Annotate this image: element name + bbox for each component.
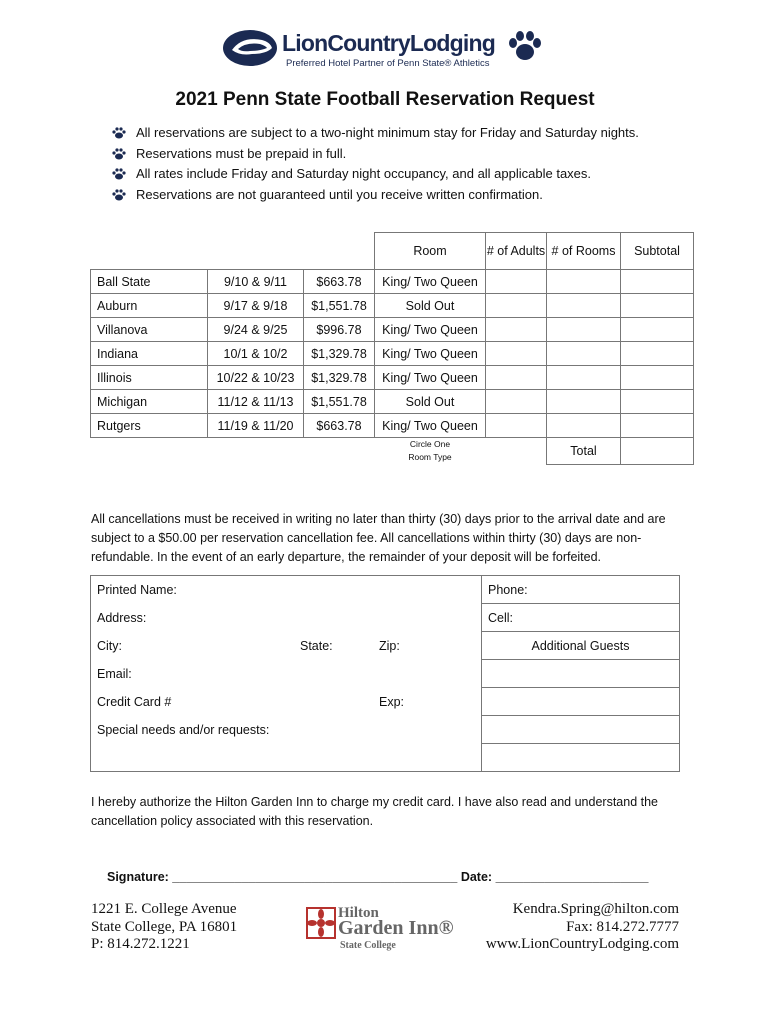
form-row <box>91 744 680 772</box>
dates-cell: 11/19 & 11/20 <box>208 414 304 438</box>
brand-name: LionCountryLodging <box>282 30 495 56</box>
lion-country-logo <box>222 26 552 74</box>
website-link[interactable]: www.LionCountryLodging.com <box>485 936 679 952</box>
total-input-cell[interactable] <box>621 438 694 465</box>
address-field[interactable] <box>91 604 482 632</box>
table-footer-row <box>91 438 694 465</box>
date-label: Date: <box>460 870 493 884</box>
policy-list <box>112 123 639 205</box>
rooms-input-cell[interactable] <box>547 294 621 318</box>
subtotal-input-cell[interactable] <box>621 270 694 294</box>
email-line: Kendra.Spring@hilton.com <box>512 901 679 917</box>
table-row <box>91 318 694 342</box>
paw-bullet-icon <box>112 168 126 180</box>
note-line: Room Type <box>408 452 452 463</box>
signature-line <box>107 870 649 884</box>
printed-name-label: Printed Name: <box>97 582 177 597</box>
note-line: Circle One <box>409 439 451 450</box>
additional-guest-field[interactable] <box>482 660 680 688</box>
table-row <box>91 270 694 294</box>
credit-card-field[interactable] <box>91 688 482 716</box>
subtotal-input-cell[interactable] <box>621 366 694 390</box>
brand-tagline: Preferred Hotel Partner of Penn State® Athletics <box>286 58 490 69</box>
printed-name-field[interactable] <box>91 576 482 604</box>
subtotal-input-cell[interactable] <box>621 414 694 438</box>
rooms-input-cell[interactable] <box>547 414 621 438</box>
special-requests-label: Special needs and/or requests: <box>97 722 270 737</box>
address-label: Address: <box>97 610 147 625</box>
hilton-garden-inn-logo <box>306 905 471 955</box>
exp-label: Exp: <box>379 694 405 709</box>
room-type-cell: Sold Out <box>375 390 486 414</box>
state-label: State: <box>300 638 333 653</box>
opponent-cell: Ball State <box>91 270 208 294</box>
phone-line: P: 814.272.1221 <box>91 936 190 952</box>
opponent-cell: Illinois <box>91 366 208 390</box>
adults-input-cell[interactable] <box>486 318 547 342</box>
dates-cell: 10/22 & 10/23 <box>208 366 304 390</box>
signature-label: Signature: <box>107 870 169 884</box>
subtotal-header: Subtotal <box>621 233 694 270</box>
subtotal-input-cell[interactable] <box>621 390 694 414</box>
dates-cell: 9/24 & 9/25 <box>208 318 304 342</box>
bullet-text: Reservations must be prepaid in full. <box>136 145 347 161</box>
cancellation-policy: All cancellations must be received in writing no later than thirty (30) days prior to the arrival date and are subject to a $50.00 per reservation cancellation fee. All cancellations within thirty (30) days are non-refundable. In the event of an early departure, the remainder of your deposit will be forfeited. <box>91 512 666 564</box>
form-row <box>91 660 680 688</box>
opponent-cell: Auburn <box>91 294 208 318</box>
form-row <box>91 688 680 716</box>
signature-field[interactable]: _________________________________________ <box>172 870 458 884</box>
adults-input-cell[interactable] <box>486 294 547 318</box>
special-requests-field[interactable] <box>91 716 482 744</box>
table-row <box>91 366 694 390</box>
opponent-cell: Indiana <box>91 342 208 366</box>
list-item <box>112 123 639 144</box>
table-header-row <box>91 233 694 270</box>
room-type-cell[interactable]: King/ Two Queen <box>375 318 486 342</box>
paw-bullet-icon <box>112 127 126 139</box>
reservation-table <box>90 232 694 465</box>
table-row <box>91 414 694 438</box>
rooms-header: # of Rooms <box>547 233 621 270</box>
guest-info-form <box>90 575 680 772</box>
price-cell: $663.78 <box>304 270 375 294</box>
price-cell: $1,329.78 <box>304 366 375 390</box>
adults-input-cell[interactable] <box>486 390 547 414</box>
list-item <box>112 144 639 165</box>
email-label: Email: <box>97 666 132 681</box>
paw-bullet-icon <box>112 148 126 160</box>
adults-input-cell[interactable] <box>486 342 547 366</box>
address-line: State College, PA 16801 <box>91 918 238 935</box>
additional-guest-field[interactable] <box>482 716 680 744</box>
opponent-cell: Villanova <box>91 318 208 342</box>
list-item <box>112 185 639 206</box>
phone-label: Phone: <box>488 582 528 597</box>
price-cell: $996.78 <box>304 318 375 342</box>
form-row <box>91 716 680 744</box>
date-field[interactable]: ______________________ <box>495 870 649 884</box>
adults-input-cell[interactable] <box>486 270 547 294</box>
table-row <box>91 342 694 366</box>
fax-line: Fax: 814.272.7777 <box>566 918 679 935</box>
paw-bullet-icon <box>112 189 126 201</box>
bullet-text: All rates include Friday and Saturday night occupancy, and all applicable taxes. <box>136 166 592 182</box>
paw-print-icon <box>508 30 542 62</box>
address-line: 1221 E. College Avenue <box>91 901 237 917</box>
subtotal-input-cell[interactable] <box>621 318 694 342</box>
special-requests-continued[interactable] <box>91 744 482 772</box>
rooms-input-cell[interactable] <box>547 318 621 342</box>
price-cell: $1,329.78 <box>304 342 375 366</box>
hotel-contact <box>486 901 679 954</box>
price-cell: $1,551.78 <box>304 294 375 318</box>
room-type-note <box>375 438 486 465</box>
dates-cell: 9/10 & 9/11 <box>208 270 304 294</box>
price-cell: $1,551.78 <box>304 390 375 414</box>
total-label: Total <box>547 438 621 465</box>
room-type-cell: Sold Out <box>375 294 486 318</box>
room-type-cell[interactable]: King/ Two Queen <box>375 414 486 438</box>
bullet-text: Reservations are not guaranteed until you receive written confirmation. <box>136 186 543 202</box>
dates-cell: 10/1 & 10/2 <box>208 342 304 366</box>
subtotal-input-cell[interactable] <box>621 294 694 318</box>
additional-guests-header: Additional Guests <box>482 632 680 660</box>
opponent-cell: Rutgers <box>91 414 208 438</box>
opponent-cell: Michigan <box>91 390 208 414</box>
form-row <box>91 576 680 604</box>
rooms-input-cell[interactable] <box>547 342 621 366</box>
room-header: Room <box>375 233 486 270</box>
zip-label: Zip: <box>379 638 400 653</box>
room-type-cell[interactable]: King/ Two Queen <box>375 270 486 294</box>
authorization-text: I hereby authorize the Hilton Garden Inn to charge my credit card. I have also read and understand the cancellation policy associated with this reservation. <box>91 795 659 828</box>
rooms-input-cell[interactable] <box>547 270 621 294</box>
dates-cell: 11/12 & 11/13 <box>208 390 304 414</box>
adults-header: # of Adults <box>486 233 547 270</box>
hilton-flower-icon <box>306 907 336 939</box>
cell-label: Cell: <box>488 610 514 625</box>
rooms-input-cell[interactable] <box>547 390 621 414</box>
subtotal-input-cell[interactable] <box>621 342 694 366</box>
garden-inn-text: Garden Inn® <box>338 917 454 939</box>
additional-guest-field[interactable] <box>482 744 680 772</box>
table-row <box>91 294 694 318</box>
nittany-lion-icon <box>222 28 278 68</box>
hotel-address <box>91 901 237 954</box>
list-item <box>112 164 639 185</box>
dates-cell: 9/17 & 9/18 <box>208 294 304 318</box>
room-type-cell[interactable]: King/ Two Queen <box>375 342 486 366</box>
adults-input-cell[interactable] <box>486 414 547 438</box>
phone-field[interactable] <box>482 576 680 604</box>
cell-field[interactable] <box>482 604 680 632</box>
room-type-cell[interactable]: King/ Two Queen <box>375 366 486 390</box>
city-state-zip-field[interactable] <box>91 632 482 660</box>
rooms-input-cell[interactable] <box>547 366 621 390</box>
form-row <box>91 604 680 632</box>
city-label: City: <box>97 638 122 653</box>
state-college-text: State College <box>340 940 396 951</box>
bullet-text: All reservations are subject to a two-night minimum stay for Friday and Saturday nights. <box>136 125 639 140</box>
form-row <box>91 632 680 660</box>
hilton-text: Hilton <box>338 905 379 921</box>
price-cell: $663.78 <box>304 414 375 438</box>
page-title: 2021 Penn State Football Reservation Request <box>175 89 595 110</box>
credit-card-label: Credit Card # <box>97 694 172 709</box>
additional-guest-field[interactable] <box>482 688 680 716</box>
adults-input-cell[interactable] <box>486 366 547 390</box>
table-row <box>91 390 694 414</box>
email-field[interactable] <box>91 660 482 688</box>
